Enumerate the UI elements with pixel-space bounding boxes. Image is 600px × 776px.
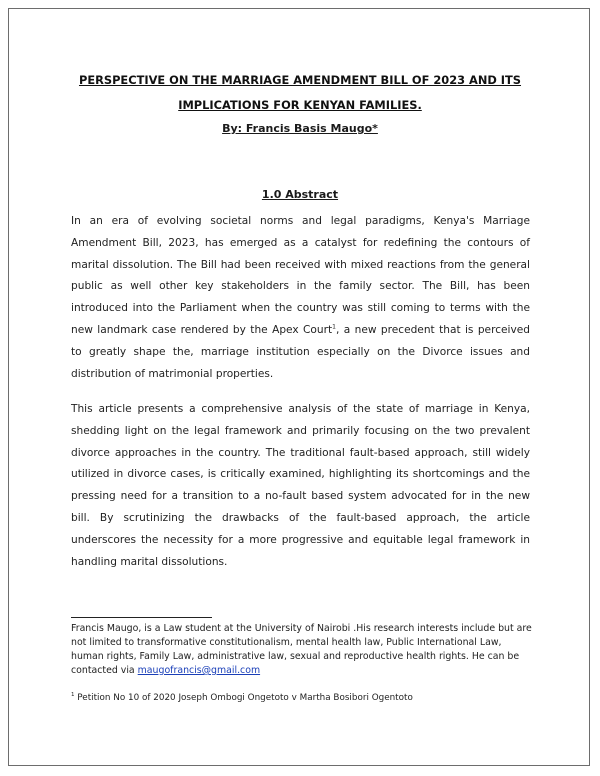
paragraph-1-text-a: In an era of evolving societal norms and legal paradigms, Kenya's Marriage Amendment Bill, 2023, has emerged as a catalyst for redefining the contours of marital dissolution. The Bill had been received with mixed reactions from the general public as well other key stakeholders in the family sector. The Bill, has been introduced into the Parliament when the country was still coming to terms with the new landmark case rendered by the Apex Court xyxy=(71,215,530,336)
title-line-1: PERSPECTIVE ON THE MARRIAGE AMENDMENT BILL OF 2023 AND ITS xyxy=(78,73,522,87)
author-email-link[interactable]: maugofrancis@gmail.com xyxy=(137,665,261,676)
title-line-2: IMPLICATIONS FOR KENYAN FAMILIES. xyxy=(178,98,422,112)
footnote-1-marker: 1 xyxy=(71,692,75,699)
author-footnote xyxy=(71,622,533,678)
section-heading-abstract: 1.0 Abstract xyxy=(261,188,339,201)
paragraph-1-text-b: , a new precedent that is perceived to greatly shape the, marriage institution especially on the Divorce issues and distribution of matrimonial properties. xyxy=(71,323,530,380)
author-note-text: Francis Maugo, is a Law student at the University of Nairobi .His research interests include but are not limited to transformative constitutionalism, mental health law, Public International Law, human rights, Family Law, administrative law, sexual and reproductive health rights. He can be contacted via xyxy=(71,623,532,676)
footnote-1-text: Petition No 10 of 2020 Joseph Ombogi Ongetoto v Martha Bosibori Ogentoto xyxy=(74,693,413,703)
document-title xyxy=(60,68,540,118)
footnote-reference-1[interactable]: 1 xyxy=(332,323,336,331)
footnote-separator xyxy=(71,617,212,618)
abstract-paragraph-1 xyxy=(71,211,530,385)
author-byline: By: Francis Basis Maugo* xyxy=(222,122,378,135)
abstract-paragraph-2: This article presents a comprehensive analysis of the state of marriage in Kenya, shedding light on the legal framework and primarily focusing on the two prevalent divorce approaches in the country. The traditional fault-based approach, still widely utilized in divorce cases, is critically examined, highlighting its shortcomings and the pressing need for a transition to a no-fault based system advocated for in the new bill. By scrutinizing the drawbacks of the fault-based approach, the article underscores the necessity for a more progressive and equitable legal framework in handling marital dissolutions. xyxy=(71,403,530,568)
footnote-1 xyxy=(71,691,533,705)
